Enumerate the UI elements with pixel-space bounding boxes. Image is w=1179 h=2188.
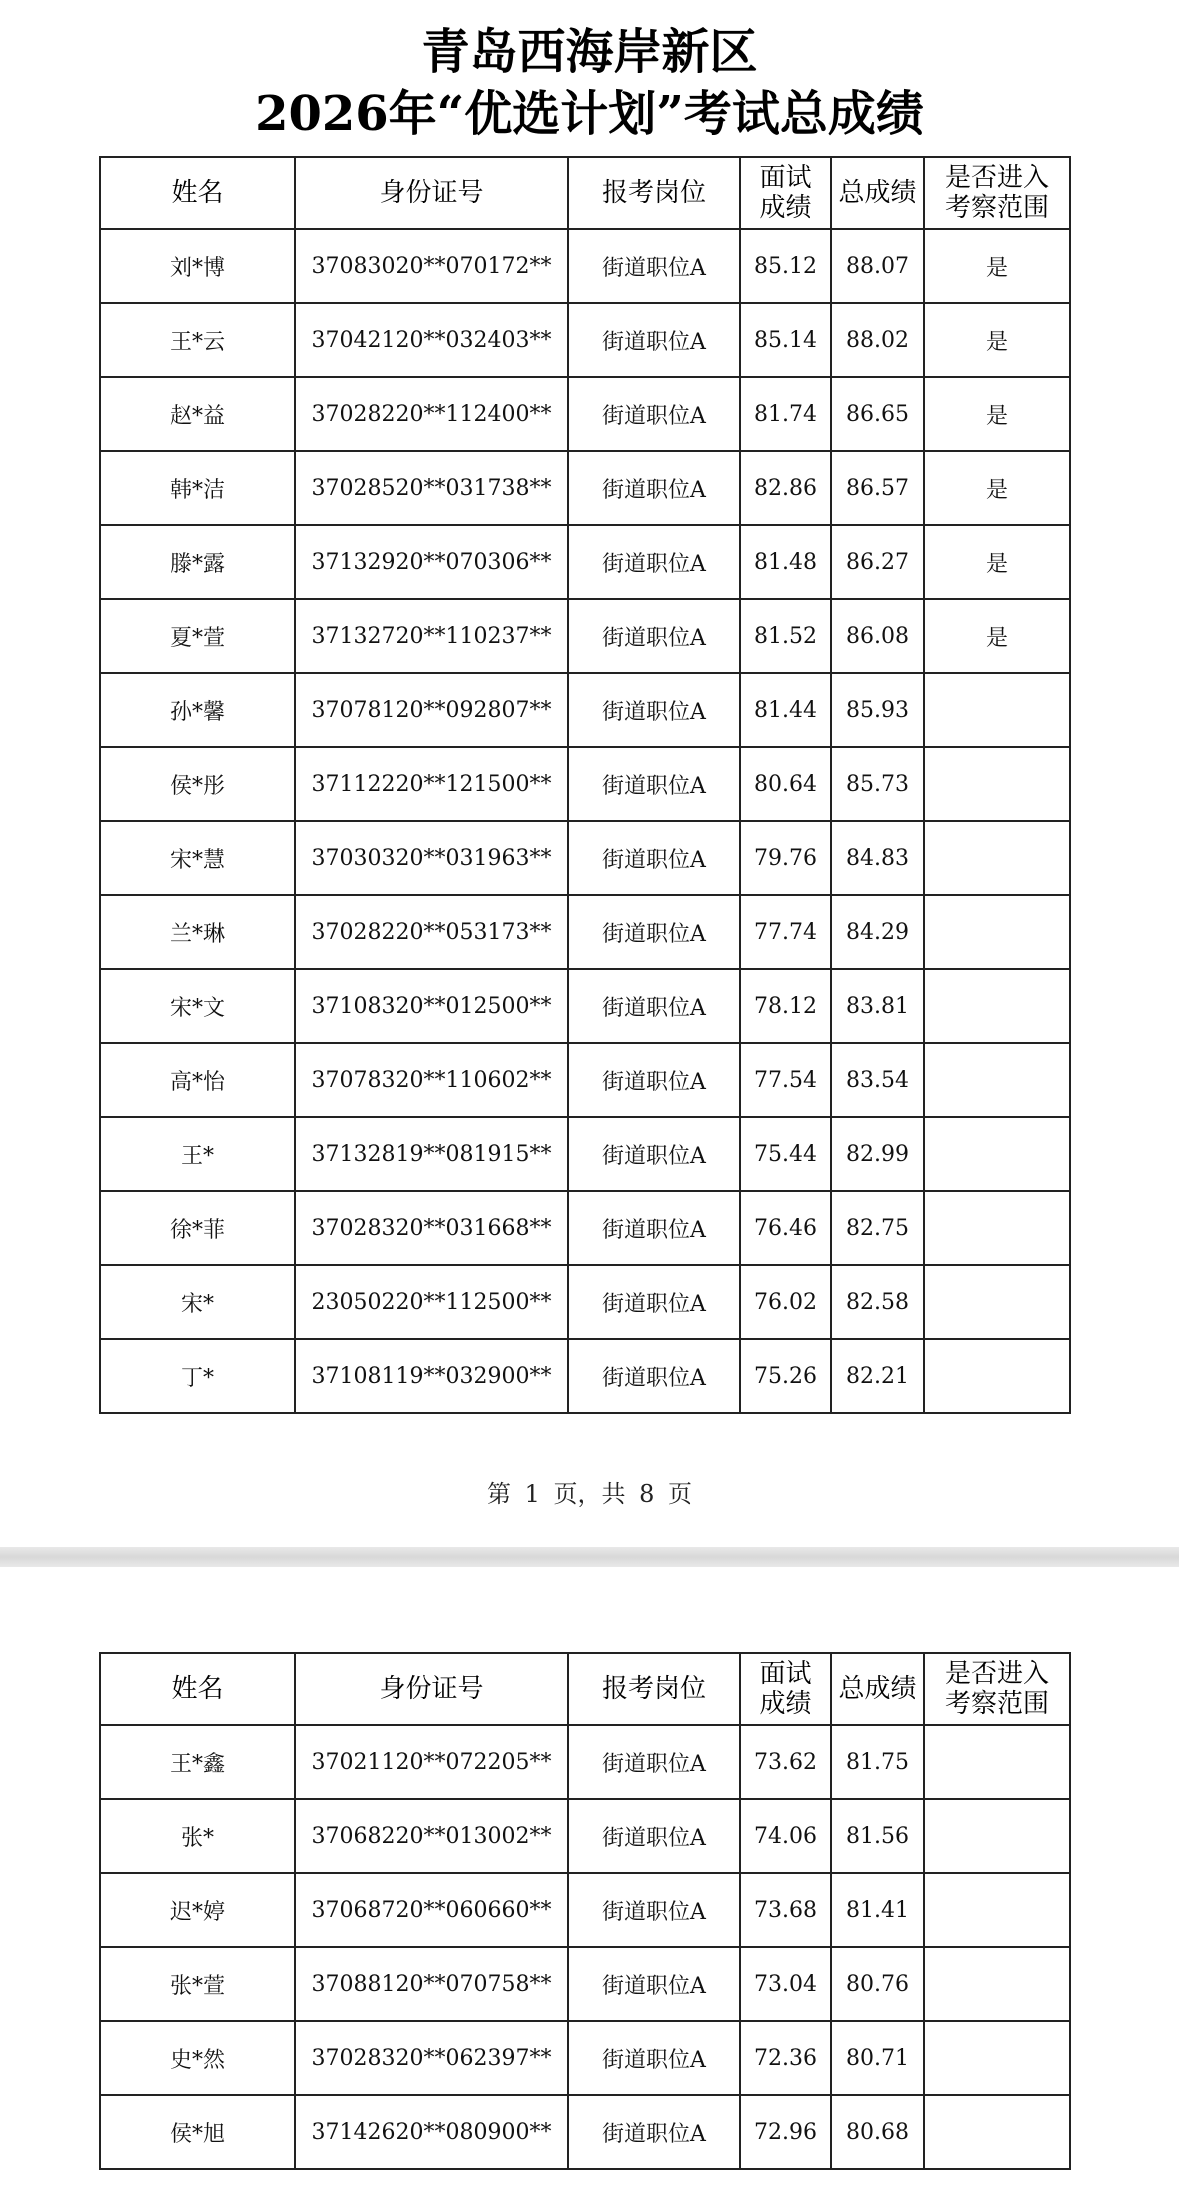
cell-interview-score: 73.62 (740, 1725, 831, 1799)
col-header-inspect-line2: 考察范围 (944, 193, 1049, 223)
cell-id-number: 37028220**053173** (295, 895, 568, 969)
cell-post: 街道职位A (568, 1799, 740, 1873)
col-header-id: 身份证号 (295, 157, 568, 229)
cell-inspection (924, 2021, 1070, 2095)
table-row (100, 1725, 1070, 1799)
cell-inspection (924, 821, 1070, 895)
col-header-interview (740, 157, 831, 229)
cell-id-number: 37142620**080900** (295, 2095, 568, 2169)
cell-post: 街道职位A (568, 303, 740, 377)
cell-interview-score: 72.36 (740, 2021, 831, 2095)
cell-post: 街道职位A (568, 525, 740, 599)
cell-total-score: 80.68 (831, 2095, 924, 2169)
table-body-page2 (100, 1725, 1070, 2169)
cell-total-score: 81.75 (831, 1725, 924, 1799)
cell-interview-score: 85.14 (740, 303, 831, 377)
cell-id-number: 37088120**070758** (295, 1947, 568, 2021)
cell-inspection (924, 1265, 1070, 1339)
cell-name: 张* (100, 1799, 295, 1873)
cell-total-score: 86.65 (831, 377, 924, 451)
page-footer: 第 1 页，共 8 页 (486, 1480, 693, 1508)
cell-post: 街道职位A (568, 747, 740, 821)
table-body-page1 (100, 229, 1070, 1413)
cell-interview-score: 77.74 (740, 895, 831, 969)
cell-inspection (924, 1339, 1070, 1413)
cell-post: 街道职位A (568, 895, 740, 969)
table-row (100, 895, 1070, 969)
cell-post: 街道职位A (568, 821, 740, 895)
cell-total-score: 83.81 (831, 969, 924, 1043)
cell-name: 史*然 (100, 2021, 295, 2095)
cell-id-number: 37112220**121500** (295, 747, 568, 821)
cell-id-number: 37132920**070306** (295, 525, 568, 599)
cell-name: 韩*洁 (100, 451, 295, 525)
cell-id-number: 37108119**032900** (295, 1339, 568, 1413)
cell-post: 街道职位A (568, 2021, 740, 2095)
cell-inspection (924, 1725, 1070, 1799)
table-row (100, 1265, 1070, 1339)
table-row (100, 303, 1070, 377)
col-header-post: 报考岗位 (568, 1653, 740, 1725)
table-row (100, 969, 1070, 1043)
table-row (100, 2021, 1070, 2095)
cell-inspection (924, 1117, 1070, 1191)
cell-name: 宋*文 (100, 969, 295, 1043)
cell-id-number: 37083020**070172** (295, 229, 568, 303)
col-header-inspect-line1: 是否进入 (944, 1659, 1049, 1689)
table-row (100, 1339, 1070, 1413)
cell-post: 街道职位A (568, 2095, 740, 2169)
cell-name: 迟*婷 (100, 1873, 295, 1947)
cell-interview-score: 81.74 (740, 377, 831, 451)
cell-total-score: 83.54 (831, 1043, 924, 1117)
cell-interview-score: 81.48 (740, 525, 831, 599)
cell-total-score: 86.08 (831, 599, 924, 673)
cell-total-score: 81.56 (831, 1799, 924, 1873)
cell-name: 王*云 (100, 303, 295, 377)
table-row (100, 525, 1070, 599)
col-header-total: 总成绩 (831, 157, 924, 229)
page-separator (0, 1547, 1179, 1567)
cell-inspection (924, 1873, 1070, 1947)
cell-total-score: 84.29 (831, 895, 924, 969)
document-page-2 (0, 1567, 1179, 2188)
col-header-name: 姓名 (100, 157, 295, 229)
cell-inspection (924, 747, 1070, 821)
cell-id-number: 37132819**081915** (295, 1117, 568, 1191)
cell-post: 街道职位A (568, 1947, 740, 2021)
col-header-interview-line1: 面试 (759, 163, 812, 193)
cell-post: 街道职位A (568, 1117, 740, 1191)
cell-name: 侯*彤 (100, 747, 295, 821)
cell-inspection (924, 1947, 1070, 2021)
table-row (100, 1191, 1070, 1265)
cell-total-score: 86.27 (831, 525, 924, 599)
cell-total-score: 82.58 (831, 1265, 924, 1339)
cell-inspection: 是 (924, 599, 1070, 673)
cell-post: 街道职位A (568, 377, 740, 451)
cell-name: 张*萱 (100, 1947, 295, 2021)
cell-name: 丁* (100, 1339, 295, 1413)
cell-id-number: 37028220**112400** (295, 377, 568, 451)
cell-id-number: 37068220**013002** (295, 1799, 568, 1873)
col-header-id: 身份证号 (295, 1653, 568, 1725)
table-row (100, 1873, 1070, 1947)
cell-post: 街道职位A (568, 1339, 740, 1413)
col-header-total: 总成绩 (831, 1653, 924, 1725)
cell-inspection (924, 895, 1070, 969)
cell-name: 徐*菲 (100, 1191, 295, 1265)
cell-post: 街道职位A (568, 451, 740, 525)
cell-interview-score: 81.52 (740, 599, 831, 673)
cell-interview-score: 79.76 (740, 821, 831, 895)
cell-post: 街道职位A (568, 599, 740, 673)
cell-id-number: 37042120**032403** (295, 303, 568, 377)
table-row (100, 1799, 1070, 1873)
cell-interview-score: 81.44 (740, 673, 831, 747)
table-row (100, 2095, 1070, 2169)
cell-name: 宋*慧 (100, 821, 295, 895)
cell-total-score: 80.71 (831, 2021, 924, 2095)
cell-id-number: 37078320**110602** (295, 1043, 568, 1117)
cell-total-score: 86.57 (831, 451, 924, 525)
table-row (100, 1043, 1070, 1117)
table-row (100, 1947, 1070, 2021)
col-header-inspect (924, 157, 1070, 229)
cell-inspection: 是 (924, 525, 1070, 599)
cell-post: 街道职位A (568, 229, 740, 303)
cell-name: 兰*琳 (100, 895, 295, 969)
col-header-name: 姓名 (100, 1653, 295, 1725)
cell-inspection (924, 969, 1070, 1043)
cell-id-number: 37068720**060660** (295, 1873, 568, 1947)
cell-inspection (924, 1799, 1070, 1873)
document-title-line2: 2026年“优选计划”考试总成绩 (255, 86, 924, 142)
cell-post: 街道职位A (568, 1265, 740, 1339)
cell-inspection (924, 1043, 1070, 1117)
cell-interview-score: 80.64 (740, 747, 831, 821)
cell-interview-score: 76.02 (740, 1265, 831, 1339)
cell-interview-score: 77.54 (740, 1043, 831, 1117)
cell-interview-score: 75.44 (740, 1117, 831, 1191)
cell-post: 街道职位A (568, 1043, 740, 1117)
cell-interview-score: 78.12 (740, 969, 831, 1043)
cell-total-score: 81.41 (831, 1873, 924, 1947)
table-row (100, 377, 1070, 451)
cell-name: 宋* (100, 1265, 295, 1339)
table-row (100, 451, 1070, 525)
table-header-row (100, 1653, 1070, 1725)
cell-total-score: 82.75 (831, 1191, 924, 1265)
cell-id-number: 37108320**012500** (295, 969, 568, 1043)
cell-inspection: 是 (924, 229, 1070, 303)
cell-name: 王* (100, 1117, 295, 1191)
cell-id-number: 37028320**062397** (295, 2021, 568, 2095)
cell-inspection (924, 1191, 1070, 1265)
cell-total-score: 85.73 (831, 747, 924, 821)
cell-post: 街道职位A (568, 1873, 740, 1947)
cell-name: 夏*萱 (100, 599, 295, 673)
cell-inspection (924, 673, 1070, 747)
table-row (100, 747, 1070, 821)
cell-total-score: 85.93 (831, 673, 924, 747)
cell-id-number: 37030320**031963** (295, 821, 568, 895)
cell-inspection: 是 (924, 451, 1070, 525)
cell-name: 赵*益 (100, 377, 295, 451)
col-header-post: 报考岗位 (568, 157, 740, 229)
cell-id-number: 23050220**112500** (295, 1265, 568, 1339)
cell-interview-score: 72.96 (740, 2095, 831, 2169)
cell-interview-score: 74.06 (740, 1799, 831, 1873)
cell-id-number: 37078120**092807** (295, 673, 568, 747)
table-header-row (100, 157, 1070, 229)
cell-name: 王*鑫 (100, 1725, 295, 1799)
scores-table-page2 (99, 1652, 1071, 2170)
col-header-interview-line2: 成绩 (759, 193, 812, 223)
cell-interview-score: 85.12 (740, 229, 831, 303)
table-row (100, 821, 1070, 895)
cell-interview-score: 82.86 (740, 451, 831, 525)
document-title-line1: 青岛西海岸新区 (421, 24, 758, 80)
cell-post: 街道职位A (568, 1725, 740, 1799)
cell-name: 侯*旭 (100, 2095, 295, 2169)
col-header-inspect-line1: 是否进入 (944, 163, 1049, 193)
cell-id-number: 37028520**031738** (295, 451, 568, 525)
col-header-interview-line2: 成绩 (759, 1689, 812, 1719)
cell-name: 刘*博 (100, 229, 295, 303)
cell-total-score: 88.02 (831, 303, 924, 377)
cell-inspection (924, 2095, 1070, 2169)
table-row (100, 673, 1070, 747)
cell-name: 孙*馨 (100, 673, 295, 747)
cell-id-number: 37028320**031668** (295, 1191, 568, 1265)
col-header-inspect (924, 1653, 1070, 1725)
cell-interview-score: 75.26 (740, 1339, 831, 1413)
cell-total-score: 82.21 (831, 1339, 924, 1413)
cell-post: 街道职位A (568, 969, 740, 1043)
cell-post: 街道职位A (568, 1191, 740, 1265)
cell-name: 滕*露 (100, 525, 295, 599)
table-row (100, 1117, 1070, 1191)
cell-inspection: 是 (924, 377, 1070, 451)
table-row (100, 229, 1070, 303)
scores-table-page1 (99, 156, 1071, 1414)
cell-total-score: 82.99 (831, 1117, 924, 1191)
cell-id-number: 37132720**110237** (295, 599, 568, 673)
cell-total-score: 84.83 (831, 821, 924, 895)
col-header-inspect-line2: 考察范围 (944, 1689, 1049, 1719)
cell-name: 高*怡 (100, 1043, 295, 1117)
cell-post: 街道职位A (568, 673, 740, 747)
table-row (100, 599, 1070, 673)
cell-id-number: 37021120**072205** (295, 1725, 568, 1799)
col-header-interview-line1: 面试 (759, 1659, 812, 1689)
cell-interview-score: 73.68 (740, 1873, 831, 1947)
cell-interview-score: 73.04 (740, 1947, 831, 2021)
cell-interview-score: 76.46 (740, 1191, 831, 1265)
cell-total-score: 88.07 (831, 229, 924, 303)
cell-total-score: 80.76 (831, 1947, 924, 2021)
col-header-interview (740, 1653, 831, 1725)
cell-inspection: 是 (924, 303, 1070, 377)
